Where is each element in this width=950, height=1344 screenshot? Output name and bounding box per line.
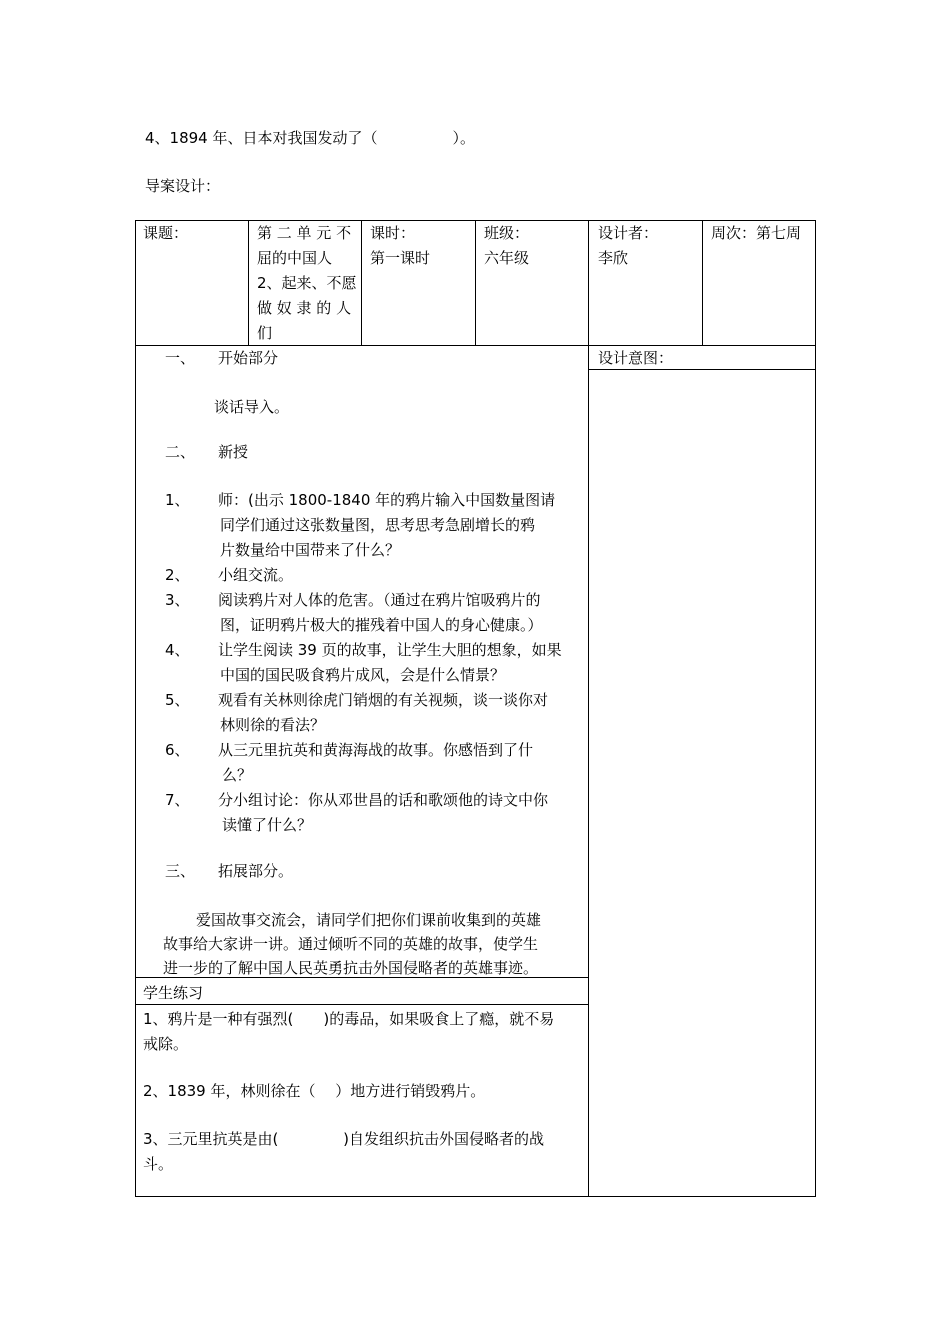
unit-line: 屈的中国人 bbox=[257, 249, 333, 267]
item-number: 5、 bbox=[165, 691, 190, 709]
week-label: 周次：第七周 bbox=[711, 224, 802, 242]
item-line: 从三元里抗英和黄海海战的故事。你感悟到了什 bbox=[218, 741, 534, 759]
item-line: 读懂了什么？ bbox=[222, 816, 313, 834]
practice-q3-line: 3、三元里抗英是由( )自发组织抗击外国侵略者的战 bbox=[143, 1130, 545, 1148]
item-line: 片数量给中国带来了什么？ bbox=[220, 541, 401, 559]
question-4: 4、1894 年、日本对我国发动了（ ）。 bbox=[145, 129, 475, 147]
practice-q3-line: 斗。 bbox=[143, 1155, 174, 1173]
extension-line: 故事给大家讲一讲。通过倾听不同的英雄的故事，使学生 bbox=[163, 935, 539, 953]
item-line: 中国的国民吸食鸦片成风，会是什么情景？ bbox=[220, 666, 506, 684]
item-number: 6、 bbox=[165, 741, 190, 759]
item-number: 2、 bbox=[165, 566, 190, 584]
practice-q1-line: 戒除。 bbox=[143, 1035, 189, 1053]
class-label: 班级： bbox=[484, 224, 530, 242]
designer-label: 设计者： bbox=[598, 224, 659, 242]
item-line: 图，证明鸦片极大的摧残着中国人的身心健康。） bbox=[220, 616, 543, 634]
period-value: 第一课时 bbox=[370, 249, 431, 267]
item-line: 师：(出示 1800-1840 年的鸦片输入中国数量图请 bbox=[218, 491, 556, 509]
item-line: 让学生阅读 39 页的故事，让学生大胆的想象，如果 bbox=[218, 641, 562, 659]
practice-q2: 2、1839 年，林则徐在（ ）地方进行销毁鸦片。 bbox=[143, 1082, 486, 1100]
section-number: 一、 bbox=[165, 349, 196, 367]
item-line: 观看有关林则徐虎门销烟的有关视频，谈一谈你对 bbox=[218, 691, 549, 709]
unit-line: 2、起来、不愿 bbox=[257, 274, 357, 292]
design-intent-label: 设计意图： bbox=[598, 349, 674, 367]
section-number: 二、 bbox=[165, 443, 196, 461]
section-number: 三、 bbox=[165, 862, 196, 880]
item-number: 7、 bbox=[165, 791, 190, 809]
item-number: 1、 bbox=[165, 491, 190, 509]
section-content: 谈话导入。 bbox=[214, 398, 290, 416]
section-title: 拓展部分。 bbox=[218, 862, 294, 880]
item-line: 分小组讨论：你从邓世昌的话和歌颂他的诗文中你 bbox=[218, 791, 549, 809]
section-title: 新授 bbox=[218, 443, 249, 461]
unit-line: 第 二 单 元 不 bbox=[257, 224, 352, 242]
item-line: 小组交流。 bbox=[218, 566, 294, 584]
item-line: 阅读鸦片对人体的危害。（通过在鸦片馆吸鸦片的 bbox=[218, 591, 541, 609]
practice-title: 学生练习 bbox=[143, 984, 204, 1002]
extension-line: 爱国故事交流会，请同学们把你们课前收集到的英雄 bbox=[196, 911, 542, 929]
practice-q1-line: 1、鸦片是一种有强烈( )的毒品，如果吸食上了瘾，就不易 bbox=[143, 1010, 555, 1028]
unit-line: 们 bbox=[257, 324, 273, 342]
item-line: 林则徐的看法？ bbox=[220, 716, 326, 734]
designer-value: 李欣 bbox=[598, 249, 629, 267]
item-number: 3、 bbox=[165, 591, 190, 609]
class-value: 六年级 bbox=[484, 249, 530, 267]
period-label: 课时： bbox=[370, 224, 416, 242]
section-heading: 导案设计： bbox=[145, 177, 221, 195]
extension-line: 进一步的了解中国人民英勇抗击外国侵略者的英雄事迹。 bbox=[163, 959, 539, 977]
item-number: 4、 bbox=[165, 641, 190, 659]
unit-line: 做 奴 隶 的 人 bbox=[257, 299, 352, 317]
item-line: 同学们通过这张数量图，思考思考急剧增长的鸦 bbox=[220, 516, 536, 534]
topic-label: 课题： bbox=[143, 224, 189, 242]
item-line: 么？ bbox=[222, 766, 253, 784]
section-title: 开始部分 bbox=[218, 349, 279, 367]
